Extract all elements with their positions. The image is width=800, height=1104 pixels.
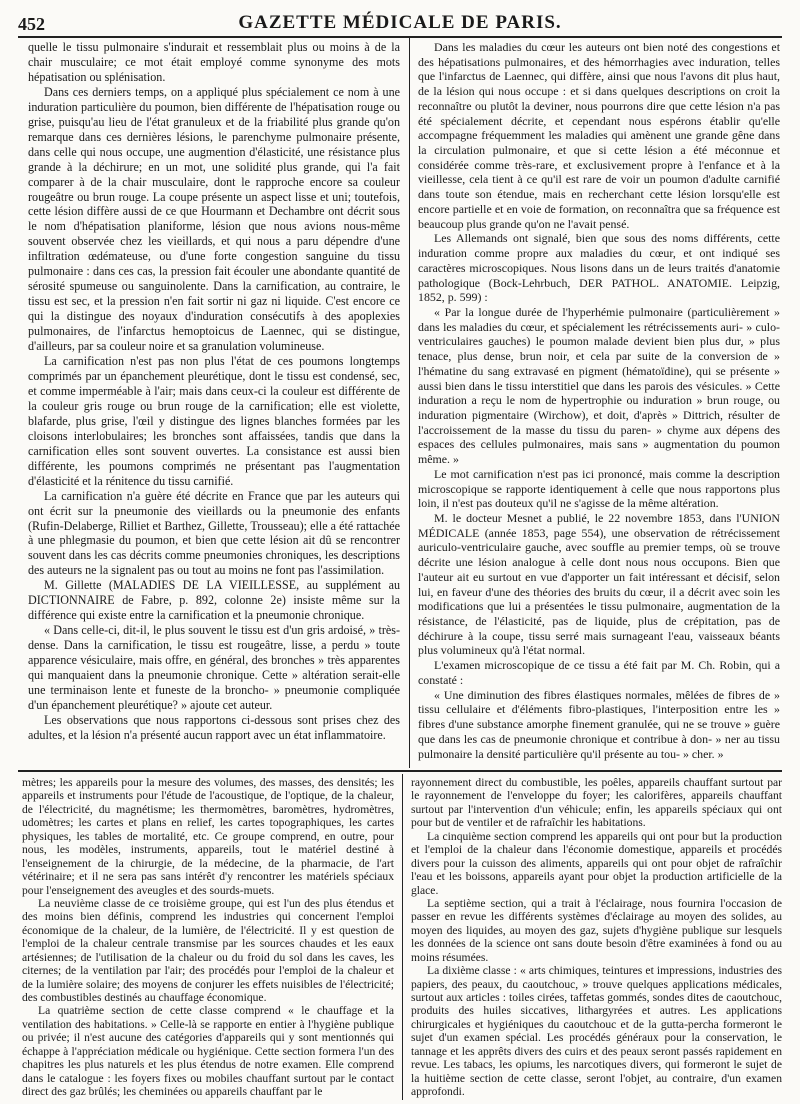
section-divider <box>18 770 782 772</box>
journal-title: GAZETTE MÉDICALE DE PARIS. <box>238 12 562 33</box>
paragraph: M. le docteur Mesnet a publié, le 22 novembre 1853, dans l'UNION MÉDICALE (année 1853, page 554), une observation de rétrécissement auriculo-ventriculaire gauche, avec souffle au premier temps, où se trouve décrite une lésion analogue à celle dont nous nous occupons. Bien que l'auteur ait eu surtout en vue d'apporter un fait intéressant et décisif, selon lui, en faveur d'une des théories des bruits du cœur, il a décrit avec soin les modifications que lui a présentées le tissu pulmonaire, augmentation de la résistance, de l'élasticité, pas de liquide, plus de crépitation, pas de déchirure à la coupe, tissu serré mais surnageant l'eau, vaisseaux béants plus volumineux qu'à l'état normal. <box>418 511 780 658</box>
paragraph: La carnification n'a guère été décrite en France que par les auteurs qui ont écrit sur la pneumonie des vieillards ou la pneumonie des enfants (Rufin-Delaberge, Rilliet et Barthez, Gillette, Trousseau); elle a été rattachée à une phlegmasie du poumon, et bien que cette lésion ait dû se rencontrer souvent dans les cas décrits comme pneumonies chroniques, les descriptions des auteurs ne la signalent pas ou tout au moins ne font pas l'assimilation. <box>28 488 400 578</box>
paragraph: La carnification n'est pas non plus l'état de ces poumons longtemps comprimés par un épanchement pleurétique, dont le tissu est condensé, sec, et comme imperméable à l'air; mais dans ceux-ci la couleur est différente de la couleur gris rouge ou brun rouge de la carnification; elle est violette, blafarde, plus grise, l'œil y distingue des lignes blanches formées par les cloisons interlobulaires; les bronches sont affaissées, tandis que dans la carnification elles sont souvent ouvertes. La consistance est aussi bien différente, les poumons comprimés ne présentant pas l'augmentation d'élasticité et la rénitence du tissu carnifié. <box>28 354 400 488</box>
quotation: « Une diminution des fibres élastiques normales, mêlées de fibres de » tissu cellulaire et d'éléments fibro-plastiques, l'interposition entre les » fibres d'une substance amorphe finement granulée, qui ne se trouve » guère que dans les cas de pneumonie chronique et contribue à don- » ner au tissu pulmonaire la densité particulière qu'il présente au tou- » cher. » <box>418 687 780 761</box>
quotation: « Dans celle-ci, dit-il, le plus souvent le tissu est d'un gris ardoisé, » très-dense. Dans la carnification, le tissu est rougeâtre, lisse, a perdu » toute apparence vésiculaire, mais offre, en général, des bronches » très apparentes qui manquaient dans la pneumonie chronique. Cette » altération serait-elle une terminaison lente et funeste de la broncho- » pneumonie compliquée d'un épanchement pleurétique? » ajoute cet auteur. <box>28 623 400 712</box>
upper-left-column <box>28 40 400 768</box>
paragraph: Les Allemands ont signalé, bien que sous des noms différents, cette induration comme propre aux maladies du cœur, et ont indiqué ses caractères microscopiques. Nous lisons dans un de leurs traités d'anatomie pathologique (Bock-Lehrbuch, DER PATHOL. ANATOMIE. Leipzig, 1852, p. 599) : <box>418 231 780 305</box>
paragraph: M. Gillette (MALADIES DE LA VIEILLESSE, au supplément au DICTIONNAIRE de Fabre, p. 892, colonne 2e) insiste même sur la différence qui existe entre la carnification et la pneumonie chronique. <box>28 578 400 623</box>
paragraph: La cinquième section comprend les appareils qui ont pour but la production et l'emploi de la chaleur dans l'économie domestique, appareils et procédés divers pour la cuisson des aliments, appareils qui ont pour objet de rafraîchir l'eau et les boissons, appareils ayant pour objet la production artificielle de la glace. <box>411 829 782 897</box>
page-header <box>18 4 782 34</box>
quotation: « Par la longue durée de l'hyperhémie pulmonaire (particulièrement » dans les maladies du cœur, et spécialement les rétrécissements auri- » culo-ventriculaires gauches) le poumon malade devient bien plus dur, » plus tenace, plus dense, brun noir, et cela par suite de la conversion de » l'hématine du sang extravasé en pigment (hématoïdine), qui se présente » aussi bien dans le tissu interstitiel que dans les parois des vésicules. » Cette induration a reçu le nom de hypertrophie ou induration » brun rouge, ou induration pigmentaire (Wirchow), et doit, d'après » Dittrich, résulter de l'accroissement de la masse du tissu du paren- » chyme aux dépens des espaces des cellules pulmonaires, mais sans » augmentation du poumon même. » <box>418 304 780 467</box>
paragraph: rayonnement direct du combustible, les poêles, appareils chauffant surtout par le rayonnement de l'enveloppe du foyer; les calorifères, appareils chauffant surtout par l'intervention d'un véhicule; enfin, les appareils spéciaux qui ont pour but de ventiler et de rafraîchir les habitations. <box>411 776 782 830</box>
paragraph: mètres; les appareils pour la mesure des volumes, des masses, des densités; les appareils et instruments pour l'étude de l'acoustique, de l'optique, de la chaleur, de l'électricité, du magnétisme; les thermomètres, baromètres, hydromètres, udomètres; les cartes et plans en relief, les cartes topographiques, les cartes physiques, les tables de mortalité, etc. Ce groupe comprend, en outre, pour nous, les modèles, instruments, appareils, tout le matériel destiné à l'enseignement de la chirurgie, de la médecine, de la pharmacie, de l'art vétérinaire; et il ne sera pas sans intérêt d'y rencontrer les matériels spéciaux pour l'enseignement des aveugles et des sourds-muets. <box>22 776 394 897</box>
paragraph: Le mot carnification n'est pas ici prononcé, mais comme la description microscopique se rapporte identiquement à celle que nous rapportons plus loin, il n'est pas douteux qu'il ne s'agisse de la même altération. <box>418 466 780 511</box>
lower-column-divider <box>402 774 403 1100</box>
paragraph: La septième section, qui a trait à l'éclairage, nous fournira l'occasion de passer en revue les différents systèmes d'éclairage au moyen des solides, au moyen des liquides, au moyen des gaz, sujets d'hygiène publique sur lesquels les données de la science ont sans doute besoin d'être examinées à fond ou au moins résumées. <box>411 896 782 964</box>
paragraph: Dans les maladies du cœur les auteurs ont bien noté des congestions et des hépatisations pulmonaires, et des hémorrhagies avec induration, telles que l'infarctus de Laennec, qui diffère, ainsi que nous l'avons dit plus haut, de la lésion qui nous occupe : et si dans quelques descriptions on croit la reconnaître ou plutôt la deviner, nous pourrons dire que cette lésion n'a pas été spécialement décrite, et cependant nous espérons établir qu'elle accompagne fréquemment les maladies qui amènent une grande gêne dans la circulation pulmonaire, et que si cette lésion a été méconnue et considérée comme très-rare, et exclusivement propre à l'enfance et à la vieillesse, cela tient à ce qu'il est rare de voir un poumon d'adulte carnifié dans toute son étendue, mais en recherchant cette lésion lorsqu'elle est encore partielle et en voie de formation, on reconnaîtra que sa fréquence est beaucoup plus grande qu'on ne l'avait pensé. <box>418 40 780 231</box>
lower-right-column <box>411 776 782 1100</box>
paragraph: La quatrième section de cette classe comprend « le chauffage et la ventilation des habitations. » Celle-là se rapporte en entier à l'hygiène publique ou privée; il n'est aucune des catégories d'appareils qui y sont mentionnés qui échappe à l'appréciation médicale ou hygiénique. Cette section formera l'un des chapitres les plus naturels et les plus étendus de notre examen. Elle comprend dans le catalogue : les foyers fixes ou mobiles chauffant surtout par le contact direct des gaz brûlés; les cheminées ou appareils chauffant par le <box>22 1004 394 1099</box>
upper-column-divider <box>409 38 410 768</box>
paragraph: La dixième classe : « arts chimiques, teintures et impressions, industries des papiers, des peaux, du caoutchouc, » trouve quelques applications médicales, surtout aux articles : toiles cirées, taffetas gommés, sondes dites de caoutchouc, produits des huiles siccatives, lithargyrées et autres. Les applications chirurgicales et hygiéniques du caoutchouc et de la gutta-percha formeront le sujet d'un examen spécial. Les procédés généraux pour la conservation, le tannage et les apprêts divers des cuirs et des peaux seront passés rapidement en revue. Les tabacs, les opiums, les narcotiques divers, qui formeront le sujet de la huitième section de cette classe, seront l'objet, au contraire, d'un examen approfondi. <box>411 964 782 1099</box>
upper-right-column <box>418 40 780 768</box>
paragraph: L'examen microscopique de ce tissu a été fait par M. Ch. Robin, qui a constaté : <box>418 658 780 687</box>
paragraph: quelle le tissu pulmonaire s'indurait et ressemblait plus ou moins à de la chair musculaire; ce mot était employé comme synonyme des mots hépatisation ou splénisation. <box>28 40 400 84</box>
paragraph: Les observations que nous rapportons ci-dessous sont prises chez des adultes, et la lésion n'a présenté aucun rapport avec un état inflammatoire. <box>28 712 400 742</box>
paragraph: Dans ces derniers temps, on a appliqué plus spécialement ce nom à une induration particulière du poumon, bien différente de l'hépatisation rouge ou grise, puisqu'au lieu de l'état granuleux et de la friabilité plus grande qu'on remarque dans ces dernières lésions, le parenchyme pulmonaire présente, dans celle qui nous occupe, une augmention d'élasticité, une résistance plus grande à la déchirure; en un mot, une solidité plus grande, qui l'a fait comparer à de la chair musculaire, dont le rapproche encore sa couleur rougeâtre ou brun rouge. La coupe présente un aspect lisse et uni; toutefois, cette lésion diffère aussi de ce que Hourmann et Dechambre ont décrit sous le nom d'hépatisation planiforme, lésion que nous avions nous-même souvent observée chez les vieillards, et qui nous a paru dépendre d'une infiltration œdémateuse, ou d'une forte congestion sanguine du tissu pulmonaire : dans ces cas, la pression fait écouler une abondante quantité de sérosité spumeuse ou sanguinolente. Dans la carnification, au contraire, le tissu est sec, et la pression n'en fait sortir ni gaz ni liquide. C'est encore ce qui la distingue des noyaux d'induration consécutifs à des apoplexies pulmonaires, de l'infarctus hemoptoicus de Laennec, qui se distingue, d'ailleurs, par sa couleur noire et sa granulation volumineuse. <box>28 84 400 354</box>
paragraph: La neuvième classe de ce troisième groupe, qui est l'un des plus étendus et des moins bien définis, comprend les industries qui concernent l'emploi économique de la chaleur, de la lumière, de l'électricité. Il y est question de l'emploi de la chaleur centrale transmise par les sources chaudes et les eaux artésiennes; de l'utilisation de la chaleur ou du froid du sol dans les caves, les citernes; de la ventilation par l'air; des procédés pour l'emploi de la chaleur et de la lumière solaire; des moyens de conjurer les effets nuisibles de l'électricité; des combustibles destinés au chauffage économique. <box>22 896 394 1004</box>
page-number: 452 <box>18 14 45 34</box>
lower-left-column <box>22 776 394 1100</box>
header-rule <box>18 36 782 38</box>
